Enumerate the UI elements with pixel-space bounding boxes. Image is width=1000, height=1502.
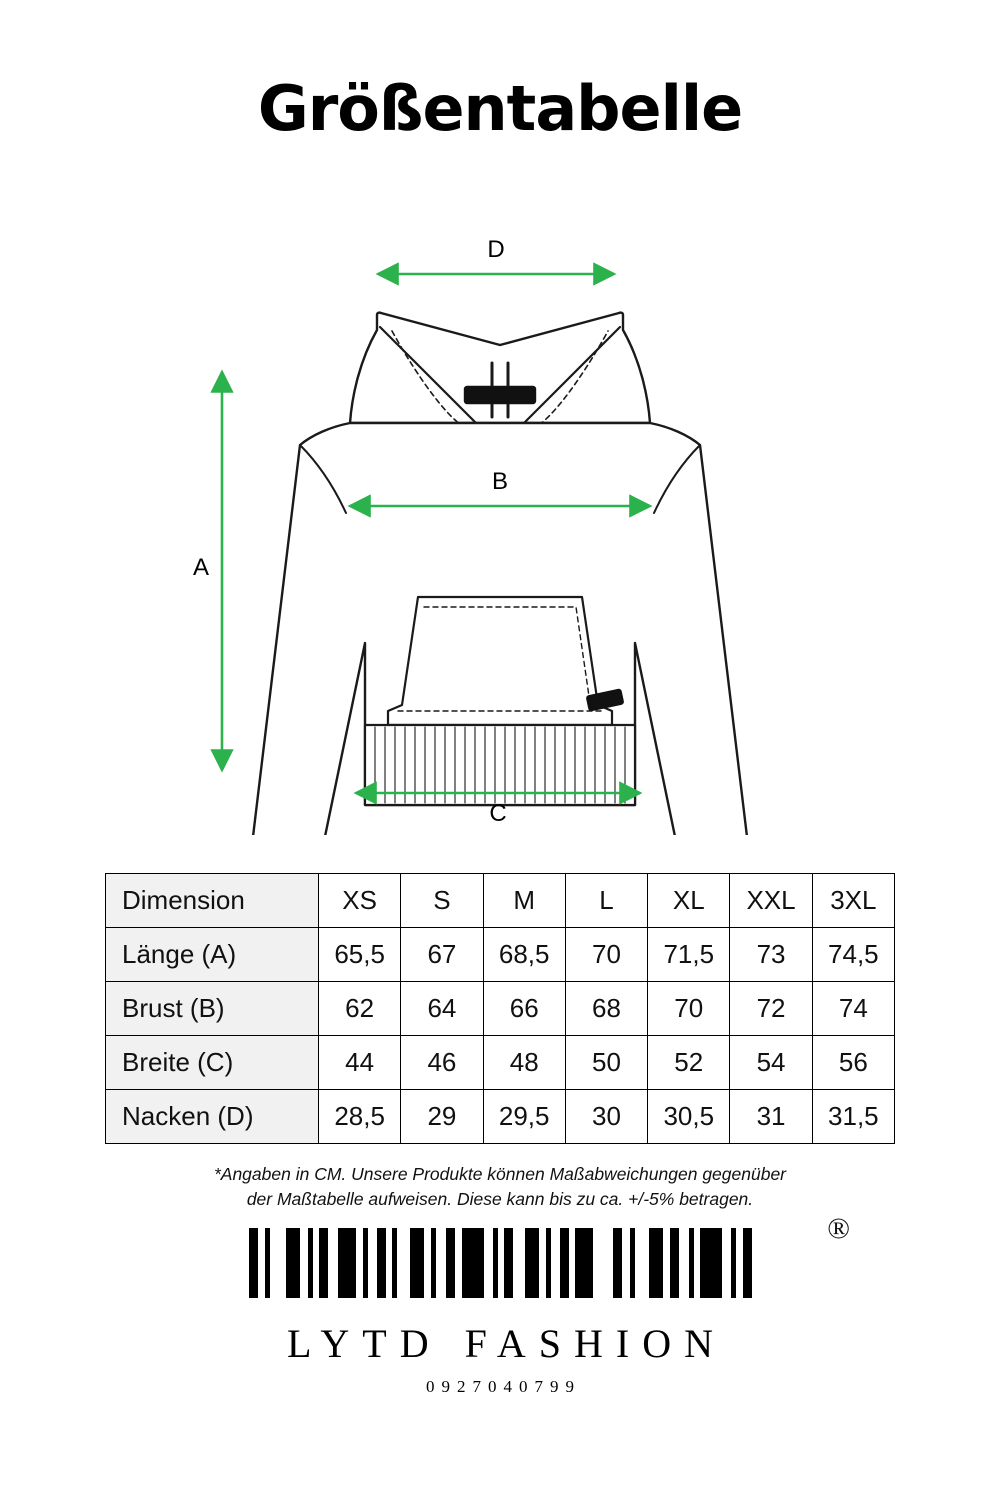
barcode-area [150, 1212, 850, 1300]
table-header-xxl: XXL [730, 874, 812, 928]
cell-laenge-3xl: 74,5 [812, 928, 894, 982]
measurement-note [105, 1162, 895, 1213]
hoodie-outline [252, 313, 748, 835]
page-title: Größentabelle [257, 72, 743, 145]
cell-laenge-xxl: 73 [730, 928, 812, 982]
brand-number: 0927040799 [426, 1377, 581, 1396]
table-row [106, 1036, 895, 1090]
table-header-dimension: Dimension [106, 874, 319, 928]
cell-laenge-xl: 71,5 [648, 928, 730, 982]
table-header-l: L [565, 874, 647, 928]
cell-breite-xs: 44 [319, 1036, 401, 1090]
table-header-xl: XL [648, 874, 730, 928]
cell-nacken-xxl: 31 [730, 1090, 812, 1144]
label-d: D [487, 236, 505, 263]
hoodie-illustration [0, 145, 1000, 835]
cell-nacken-m: 29,5 [483, 1090, 565, 1144]
registered-trademark-icon: ® [827, 1212, 850, 1245]
cell-nacken-l: 30 [565, 1090, 647, 1144]
cell-laenge-s: 67 [401, 928, 483, 982]
cell-brust-xl: 70 [648, 982, 730, 1036]
barcode-icon [150, 1228, 850, 1298]
table-header-m: M [483, 874, 565, 928]
cell-nacken-xl: 30,5 [648, 1090, 730, 1144]
cell-breite-s: 46 [401, 1036, 483, 1090]
table-header-s: S [401, 874, 483, 928]
cell-laenge-l: 70 [565, 928, 647, 982]
row-label-nacken: Nacken (D) [106, 1090, 319, 1144]
cell-laenge-m: 68,5 [483, 928, 565, 982]
cell-nacken-s: 29 [401, 1090, 483, 1144]
cell-brust-3xl: 74 [812, 982, 894, 1036]
table-row [106, 1090, 895, 1144]
cell-brust-l: 68 [565, 982, 647, 1036]
cell-nacken-xs: 28,5 [319, 1090, 401, 1144]
size-table-container [105, 873, 895, 1144]
row-label-brust: Brust (B) [106, 982, 319, 1036]
table-row [106, 928, 895, 982]
brand-name: LYTD FASHION [286, 1321, 727, 1366]
row-label-laenge: Länge (A) [106, 928, 319, 982]
brand-block [0, 1212, 1000, 1397]
cell-brust-m: 66 [483, 982, 565, 1036]
measure-arrow-d [378, 236, 614, 274]
cell-nacken-3xl: 31,5 [812, 1090, 894, 1144]
cell-laenge-xs: 65,5 [319, 928, 401, 982]
cell-breite-l: 50 [565, 1036, 647, 1090]
cell-breite-3xl: 56 [812, 1036, 894, 1090]
cell-brust-xxl: 72 [730, 982, 812, 1036]
measurement-note-line1: *Angaben in CM. Unsere Produkte können Maßabweichungen gegenüber [213, 1164, 787, 1184]
label-b: B [491, 468, 509, 495]
cell-brust-s: 64 [401, 982, 483, 1036]
table-row [106, 982, 895, 1036]
cell-breite-m: 48 [483, 1036, 565, 1090]
table-header-xs: XS [319, 874, 401, 928]
size-table [105, 873, 895, 1144]
cell-breite-xl: 52 [648, 1036, 730, 1090]
label-c: C [489, 800, 507, 827]
cell-brust-xs: 62 [319, 982, 401, 1036]
measurement-note-line2: der Maßtabelle aufweisen. Diese kann bis zu ca. +/-5% betragen. [246, 1189, 754, 1210]
measure-arrow-a [193, 372, 222, 770]
table-header-row [106, 874, 895, 928]
row-label-breite: Breite (C) [106, 1036, 319, 1090]
label-a: A [192, 554, 210, 581]
table-header-3xl: 3XL [812, 874, 894, 928]
cell-breite-xxl: 54 [730, 1036, 812, 1090]
